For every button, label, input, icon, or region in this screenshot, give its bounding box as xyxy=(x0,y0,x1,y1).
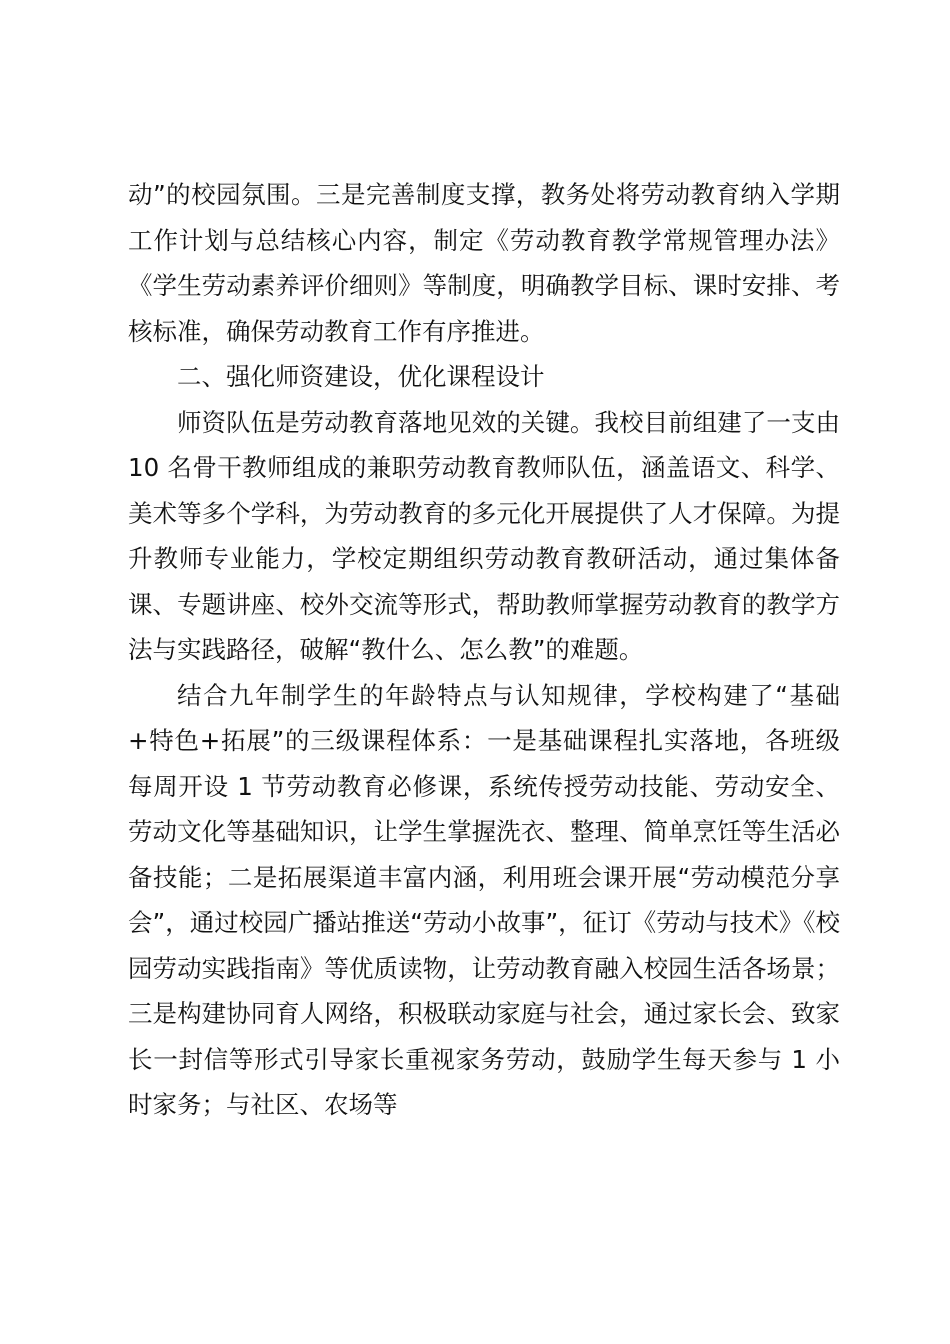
paragraph-continuation: 动”的校园氛围。三是完善制度支撑，教务处将劳动教育纳入学期工作计划与总结核心内容，制定《劳动教育教学常规管理办法》《学生劳动素养评价细则》等制度，明确教学目标、课时安排、考核标准，确保劳动教育工作有序推进。 xyxy=(128,180,840,346)
paragraph-curriculum: 结合九年制学生的年龄特点与认知规律，学校构建了“基础+特色+拓展”的三级课程体系：一是基础课程扎实落地，各班级每周开设 1 节劳动教育必修课，系统传授劳动技能、劳动安全、劳动文化等基础知识，让学生掌握洗衣、整理、简单烹饪等生活必备技能；二是拓展渠道丰富内涵，利用班会课开展“劳动模范分享会”，通过校园广播站推送“劳动小故事”，征订《劳动与技术》《校园劳动实践指南》等优质读物，让劳动教育融入校园生活各场景；三是构建协同育人网络，积极联动家庭与社会，通过家长会、致家长一封信等形式引导家长重视家务劳动，鼓励学生每天参与 1 小时家务；与社区、农场等 xyxy=(128,680,840,1119)
section-heading: 二、强化师资建设，优化课程设计 xyxy=(177,362,545,391)
paragraph-teachers: 师资队伍是劳动教育落地见效的关键。我校目前组建了一支由 10 名骨干教师组成的兼职劳动教育教师队伍，涵盖语文、科学、美术等多个学科，为劳动教育的多元化开展提供了人才保障。为提升教师专业能力，学校定期组织劳动教育教研活动，通过集体备课、专题讲座、校外交流等形式，帮助教师掌握劳动教育的教学方法与实践路径，破解“教什么、怎么教”的难题。 xyxy=(128,407,840,664)
document-body xyxy=(128,172,840,1128)
